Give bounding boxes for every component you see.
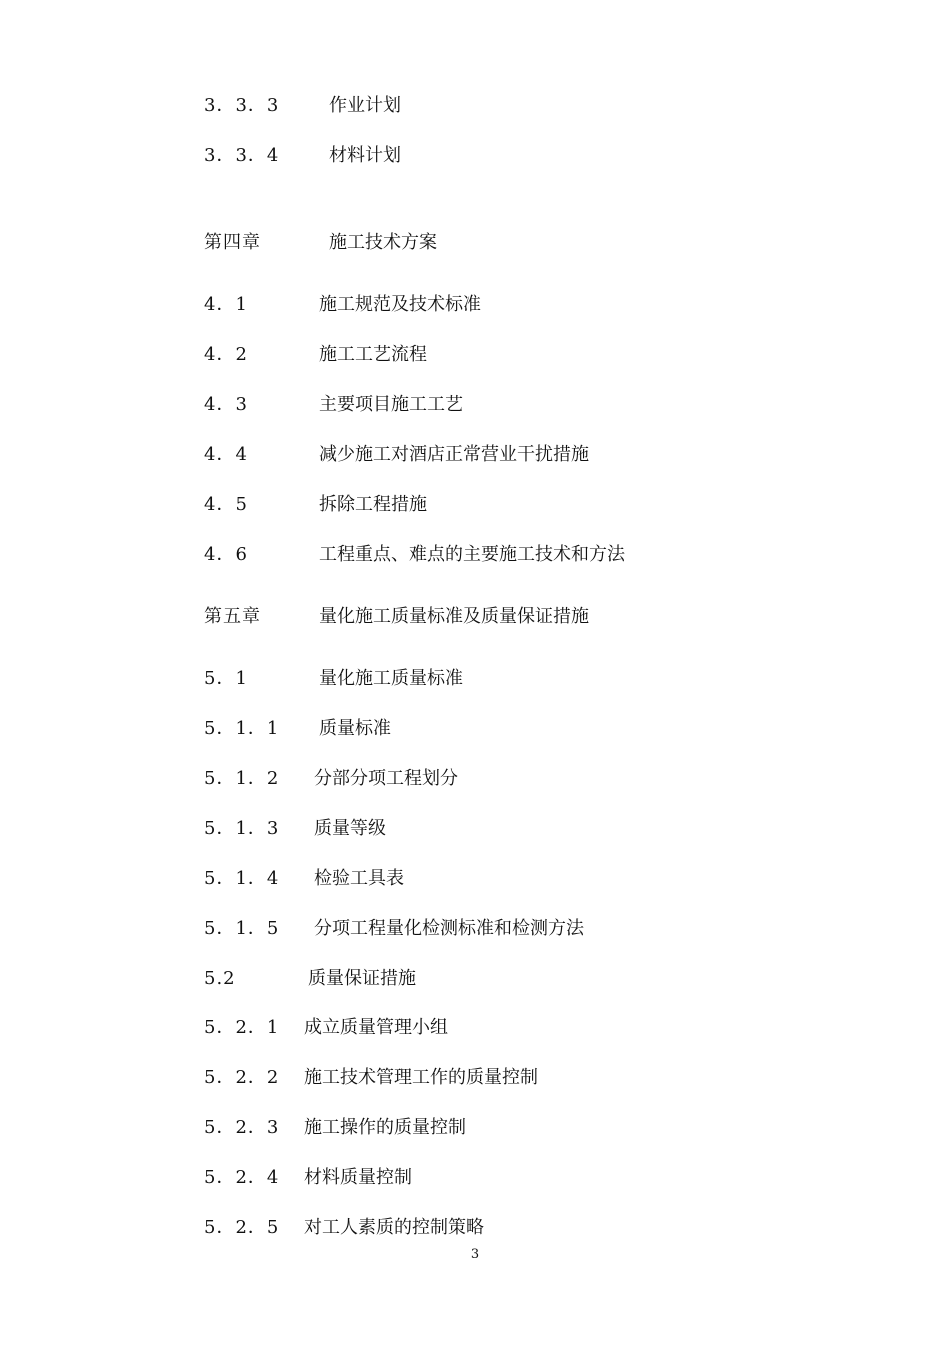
toc-entry-5-1-5 — [0, 914, 950, 944]
toc-entry-number: 5.2 — [204, 968, 236, 989]
toc-entry-title: 材料质量控制 — [304, 1167, 412, 1188]
toc-chapter-5 — [0, 602, 950, 632]
toc-entry-5-1-2 — [0, 764, 950, 794]
toc-entry-title: 施工规范及技术标准 — [319, 294, 481, 315]
toc-entry-number: 4．5 — [204, 494, 248, 515]
toc-chapter-number: 第四章 — [204, 232, 261, 253]
toc-entry-title: 减少施工对酒店正常营业干扰措施 — [319, 444, 589, 465]
toc-entry-title: 拆除工程措施 — [319, 494, 427, 515]
toc-entry-title: 材料计划 — [329, 145, 401, 166]
toc-entry-title: 分项工程量化检测标准和检测方法 — [314, 918, 584, 939]
toc-entry-5-1-3 — [0, 814, 950, 844]
toc-chapter-4 — [0, 228, 950, 258]
toc-entry-title: 分部分项工程划分 — [314, 768, 458, 789]
toc-entry-title: 检验工具表 — [314, 868, 404, 889]
toc-entry-5-2 — [0, 964, 950, 994]
toc-entry-number: 4．2 — [204, 344, 248, 365]
toc-entry-4-2 — [0, 340, 950, 370]
toc-chapter-number: 第五章 — [204, 606, 261, 627]
toc-entry-5-2-2 — [0, 1063, 950, 1093]
toc-entry-number: 4．3 — [204, 394, 248, 415]
toc-entry-5-2-3 — [0, 1113, 950, 1143]
toc-entry-number: 4．1 — [204, 294, 248, 315]
toc-entry-title: 对工人素质的控制策略 — [304, 1217, 484, 1238]
toc-entry-title: 主要项目施工工艺 — [319, 394, 463, 415]
toc-entry-number: 5．2．3 — [204, 1117, 280, 1138]
toc-entry-number: 5．2．4 — [204, 1167, 280, 1188]
toc-entry-number: 3．3．3 — [204, 95, 280, 116]
toc-entry-5-1-4 — [0, 864, 950, 894]
toc-entry-5-1 — [0, 664, 950, 694]
toc-entry-title: 质量等级 — [314, 818, 386, 839]
toc-entry-title: 施工技术管理工作的质量控制 — [304, 1067, 538, 1088]
toc-entry-4-4 — [0, 440, 950, 470]
toc-entry-number: 4．4 — [204, 444, 248, 465]
toc-entry-5-2-4 — [0, 1163, 950, 1193]
toc-chapter-title: 量化施工质量标准及质量保证措施 — [319, 606, 589, 627]
toc-entry-number: 5．1．2 — [204, 768, 280, 789]
toc-entry-4-6 — [0, 540, 950, 570]
toc-entry-4-1 — [0, 290, 950, 320]
toc-entry-5-1-1 — [0, 714, 950, 744]
toc-entry-number: 5．1．3 — [204, 818, 280, 839]
toc-entry-title: 量化施工质量标准 — [319, 668, 463, 689]
toc-entry-title: 成立质量管理小组 — [304, 1017, 448, 1038]
toc-entry-4-5 — [0, 490, 950, 520]
toc-entry-title: 施工操作的质量控制 — [304, 1117, 466, 1138]
toc-entry-3-3-4 — [0, 141, 950, 171]
toc-entry-title: 作业计划 — [329, 95, 401, 116]
toc-entry-number: 5．1．1 — [204, 718, 280, 739]
toc-entry-title: 施工工艺流程 — [319, 344, 427, 365]
toc-entry-5-2-1 — [0, 1013, 950, 1043]
toc-entry-3-3-3 — [0, 91, 950, 121]
toc-entry-number: 5．1．5 — [204, 918, 280, 939]
toc-entry-number: 5．2．1 — [204, 1017, 280, 1038]
toc-entry-title: 工程重点、难点的主要施工技术和方法 — [319, 544, 625, 565]
toc-entry-4-3 — [0, 390, 950, 420]
toc-entry-number: 5．2．2 — [204, 1067, 280, 1088]
toc-entry-number: 3．3．4 — [204, 145, 280, 166]
toc-entry-title: 质量标准 — [319, 718, 391, 739]
toc-entry-5-2-5 — [0, 1213, 950, 1243]
toc-entry-title: 质量保证措施 — [308, 968, 416, 989]
toc-chapter-title: 施工技术方案 — [329, 232, 437, 253]
toc-entry-number: 4．6 — [204, 544, 248, 565]
toc-entry-number: 5．2．5 — [204, 1217, 280, 1238]
page-number: 3 — [470, 1247, 480, 1262]
toc-entry-number: 5．1．4 — [204, 868, 280, 889]
toc-entry-number: 5．1 — [204, 668, 248, 689]
